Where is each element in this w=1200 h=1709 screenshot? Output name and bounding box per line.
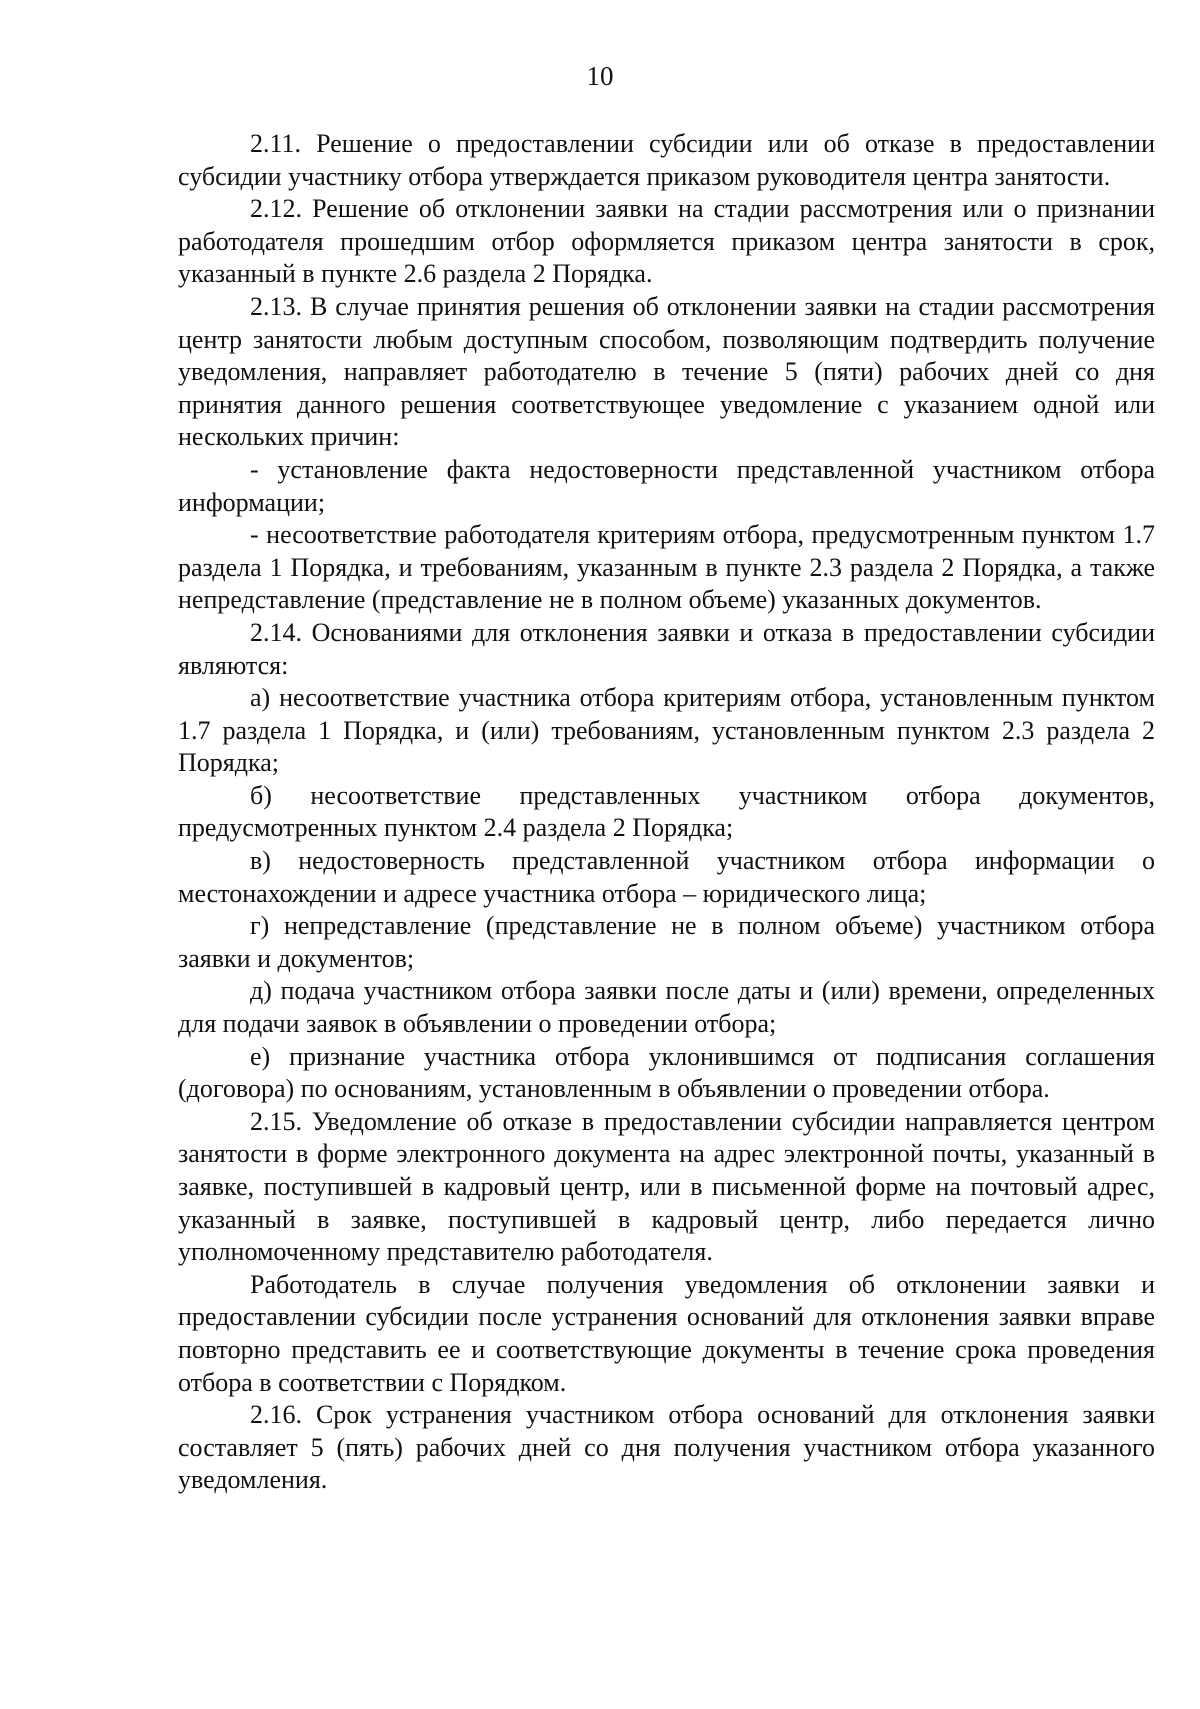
document-body: [178, 128, 1155, 1497]
paragraph-2-13: 2.13. В случае принятия решения об отклонении заявки на стадии рассмотрения центр занятости любым доступным способом, позволяющим подтвердить получение уведомления, направляет работодателю в течение 5 (пяти) рабочих дней со дня принятия данного решения соответствующее уведомление с указанием одной или нескольких причин:: [178, 291, 1155, 452]
paragraph-2-16: 2.16. Срок устранения участником отбора оснований для отклонения заявки составляет 5 (пять) рабочих дней со дня получения участником отбора указанного уведомления.: [178, 1400, 1155, 1495]
list-item-a: а) несоответствие участника отбора критериям отбора, установленным пунктом 1.7 раздела 1 Порядка, и (или) требованиям, установленным пунктом 2.3 раздела 2 Порядка;: [178, 683, 1155, 778]
list-item-b: б) несоответствие представленных участником отбора документов, предусмотренных пунктом 2.4 раздела 2 Порядка;: [178, 780, 1155, 843]
paragraph-2-12: 2.12. Решение об отклонении заявки на стадии рассмотрения или о признании работодателя прошедшим отбор оформляется приказом центра занятости в срок, указанный в пункте 2.6 раздела 2 Порядка.: [178, 194, 1155, 289]
list-item-reason-1: - установление факта недостоверности представленной участником отбора информации;: [178, 454, 1155, 517]
paragraph-2-15: 2.15. Уведомление об отказе в предоставлении субсидии направляется центром занятости в форме электронного документа на адрес электронной почты, указанный в заявке, поступившей в кадровый центр, или в письменной форме на почтовый адрес, указанный в заявке, поступившей в кадровый центр, либо передается лично уполномоченному представителю работодателя.: [178, 1106, 1155, 1267]
list-item-v: в) недостоверность представленной участником отбора информации о местонахождении и адресе участника отбора – юридического лица;: [178, 846, 1155, 908]
paragraph-employer-resubmission: Работодатель в случае получения уведомления об отклонении заявки и предоставлении субсидии после устранения оснований для отклонения заявки вправе повторно представить ее и соответствующие документы в течение срока проведения отбора в соответствии с Порядком.: [178, 1269, 1155, 1397]
list-item-e: е) признание участника отбора уклонившимся от подписания соглашения (договора) по основаниям, установленным в объявлении о проведении отбора.: [178, 1041, 1155, 1104]
paragraph-2-11: 2.11. Решение о предоставлении субсидии или об отказе в предоставлении субсидии участнику отбора утверждается приказом руководителя центра занятости.: [178, 129, 1155, 191]
page-number: 10: [586, 61, 614, 91]
list-item-reason-2: - несоответствие работодателя критериям отбора, предусмотренным пунктом 1.7 раздела 1 Порядка, и требованиям, указанным в пункте 2.3 раздела 2 Порядка, а также непредставление (представление не в полном объеме) указанных документов.: [178, 520, 1155, 615]
list-item-g: г) непредставление (представление не в полном объеме) участником отбора заявки и документов;: [178, 911, 1155, 973]
paragraph-2-14: 2.14. Основаниями для отклонения заявки и отказа в предоставлении субсидии являются:: [178, 617, 1155, 680]
list-item-d: д) подача участником отбора заявки после даты и (или) времени, определенных для подачи заявок в объявлении о проведении отбора;: [178, 976, 1155, 1039]
